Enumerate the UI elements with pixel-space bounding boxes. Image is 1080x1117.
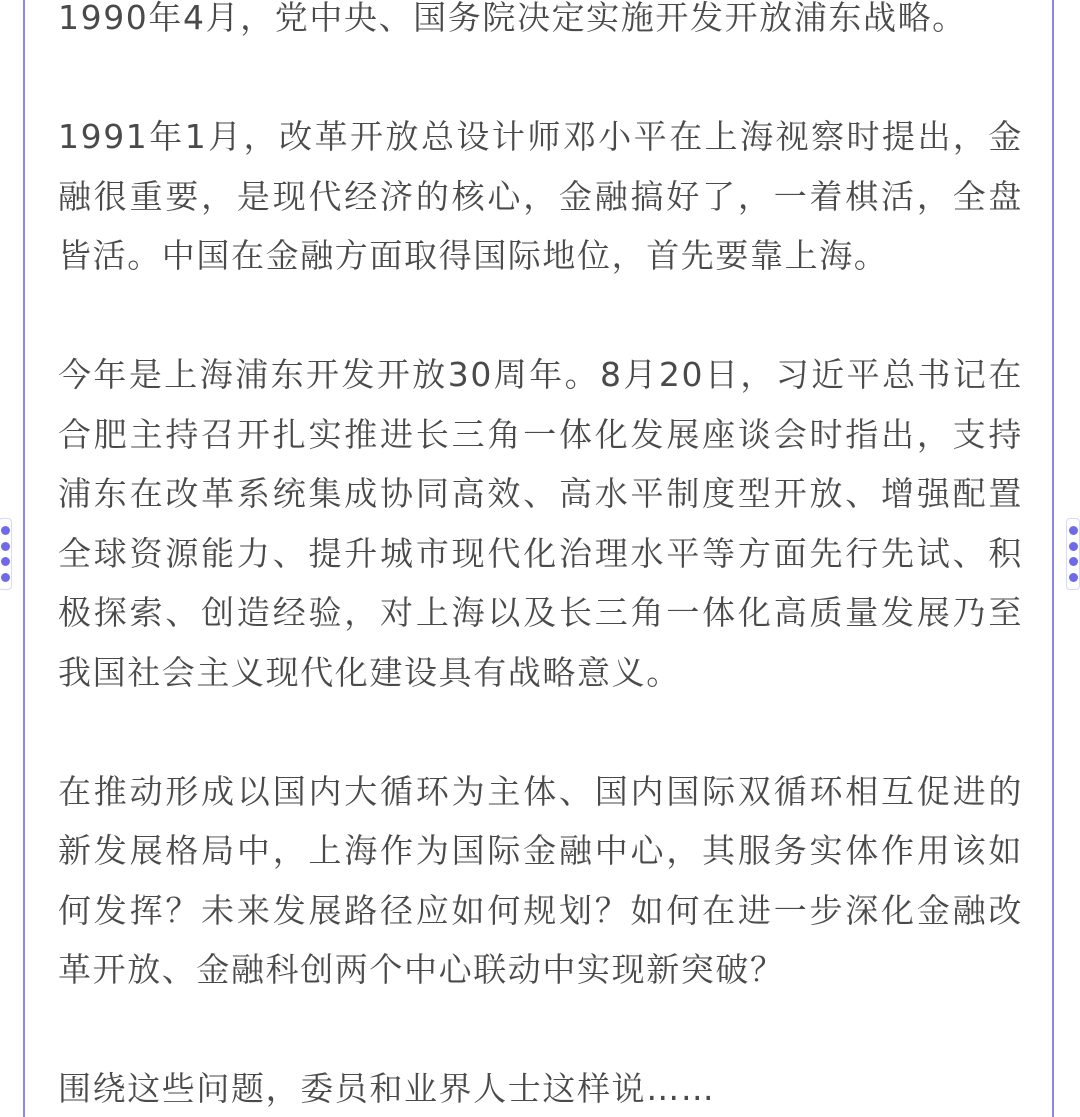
handle-dot bbox=[1069, 557, 1078, 566]
handle-dot bbox=[1, 557, 10, 566]
handle-dot bbox=[1, 526, 10, 535]
frame-right-border bbox=[1052, 0, 1054, 1117]
article-body bbox=[58, 0, 1023, 1117]
paragraph-closing: 围绕这些问题，委员和业界人士这样说…… bbox=[58, 1069, 716, 1108]
paragraph-anniversary: 今年是上海浦东开发开放30周年。8月20日，习近平总书记在合肥主持召开扎实推进长三角一体化发展座谈会时指出，支持浦东在改革系统集成协同高效、高水平制度型开放、增强配置全球资源能力、提升城市现代化治理水平等方面先行先试、积极探索、创造经验，对上海以及长三角一体化高质量发展乃至我国社会主义现代化建设具有战略意义。 bbox=[58, 355, 1023, 692]
handle-dot bbox=[1069, 542, 1078, 551]
handle-dot bbox=[1, 542, 10, 551]
left-resize-handle-icon[interactable] bbox=[0, 518, 12, 590]
paragraph-questions: 在推动形成以国内大循环为主体、国内国际双循环相互促进的新发展格局中，上海作为国际金融中心，其服务实体作用该如何发挥？未来发展路径应如何规划？如何在进一步深化金融改革开放、金融科创两个中心联动中实现新突破？ bbox=[58, 771, 1023, 989]
frame-left-border bbox=[23, 0, 25, 1117]
paragraph-deng-xiaoping: 1991年1月，改革开放总设计师邓小平在上海视察时提出，金融很重要，是现代经济的核心，金融搞好了，一着棋活，全盘皆活。中国在金融方面取得国际地位，首先要靠上海。 bbox=[58, 117, 1023, 275]
handle-dot bbox=[1069, 573, 1078, 582]
handle-dot bbox=[1, 573, 10, 582]
paragraph-pudong-strategy: 1990年4月，党中央、国务院决定实施开发开放浦东战略。 bbox=[58, 0, 967, 37]
handle-dot bbox=[1069, 526, 1078, 535]
right-resize-handle-icon[interactable] bbox=[1066, 518, 1080, 590]
